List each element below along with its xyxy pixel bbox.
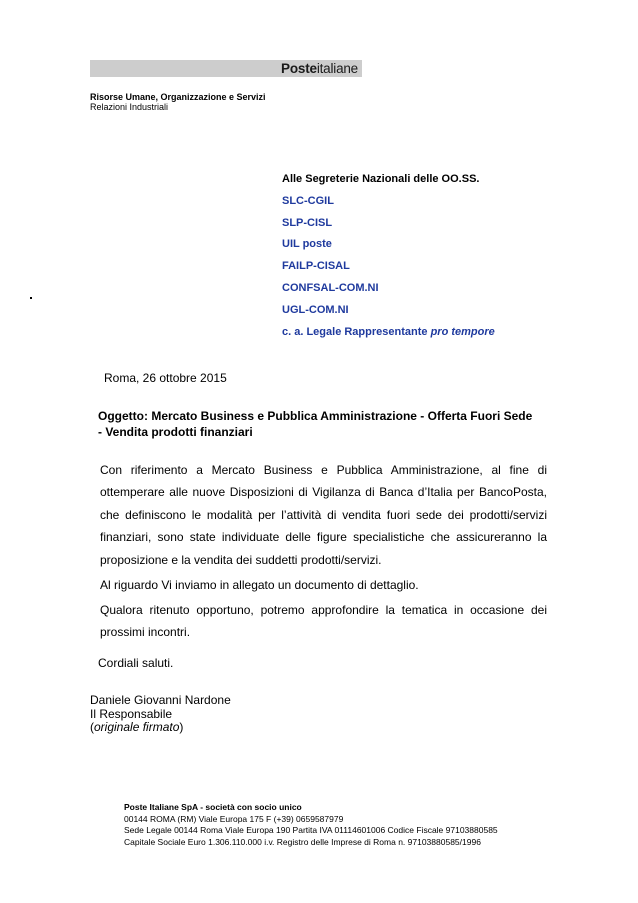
- note-italic: originale firmato: [94, 720, 180, 734]
- department-subtitle: Relazioni Industriali: [90, 102, 169, 112]
- body-paragraph-2: Al riguardo Vi inviamo in allegato un documento di dettaglio.: [100, 578, 419, 592]
- recipients-block: [282, 172, 495, 346]
- recipient-attention-line: [282, 325, 495, 347]
- note-close-paren: ): [179, 720, 184, 734]
- letter-date: Roma, 26 ottobre 2015: [104, 371, 227, 385]
- recipient-slp-cisl: SLP-CISL: [282, 216, 333, 229]
- attention-italic: pro tempore: [430, 325, 495, 338]
- logo-bar: [90, 60, 362, 77]
- recipient-confsal-comni: CONFSAL-COM.NI: [282, 281, 379, 294]
- signature-note: [90, 721, 231, 735]
- poste-italiane-logo: [281, 60, 358, 77]
- note-open-paren: (: [90, 720, 94, 734]
- footer-capital: Capitale Sociale Euro 1.306.110.000 i.v. Registro delle Imprese di Roma n. 97103880585/1996: [124, 836, 481, 847]
- footer-legal-seat: Sede Legale 00144 Roma Viale Europa 190 Partita IVA 01114601006 Codice Fiscale 97103880585: [124, 825, 498, 836]
- footer-company: Poste Italiane SpA - società con socio unico: [124, 802, 302, 812]
- body-paragraph-1: Con riferimento a Mercato Business e Pubblica Amministrazione, al fine di ottemperare alle nuove Disposizioni di Vigilanza di Banca d’Italia per BancoPosta, che definiscono le modalità per l’attività di vendita fuori sede dei prodotti/servizi finanziari, sono state individuate delle figure specialistiche che assicureranno la proposizione e la vendita dei suddetti prodotti/servizi.: [100, 463, 547, 567]
- letter-subject: Oggetto: Mercato Business e Pubblica Amministrazione - Offerta Fuori Sede - Vendita prodotti finanziari: [98, 409, 533, 439]
- recipient-failp-cisal: FAILP-CISAL: [282, 260, 350, 273]
- recipient-slc-cgil: SLC-CGIL: [282, 194, 334, 207]
- logo-bold-text: Poste: [281, 61, 317, 76]
- signature-block: [90, 694, 231, 735]
- footer-address: 00144 ROMA (RM) Viale Europa 175 F (+39) 0659587979: [124, 813, 344, 824]
- signer-name: Daniele Giovanni Nardone: [90, 693, 231, 707]
- closing-greeting: Cordiali saluti.: [98, 656, 174, 670]
- attention-prefix: c. a. Legale Rappresentante: [282, 325, 431, 338]
- department-title: Risorse Umane, Organizzazione e Servizi: [90, 92, 266, 102]
- signer-role: Il Responsabile: [90, 706, 173, 721]
- body-paragraph-3: Qualora ritenuto opportuno, potremo approfondire la tematica in occasione dei prossimi incontri.: [100, 603, 547, 640]
- logo-regular-text: italiane: [316, 61, 358, 76]
- recipients-intro: Alle Segreterie Nazionali delle OO.SS.: [282, 173, 480, 185]
- bullet-dot: [30, 297, 32, 299]
- letter-footer: [124, 802, 498, 848]
- recipient-uil-poste: UIL poste: [282, 238, 332, 251]
- recipient-ugl-comni: UGL-COM.NI: [282, 303, 349, 316]
